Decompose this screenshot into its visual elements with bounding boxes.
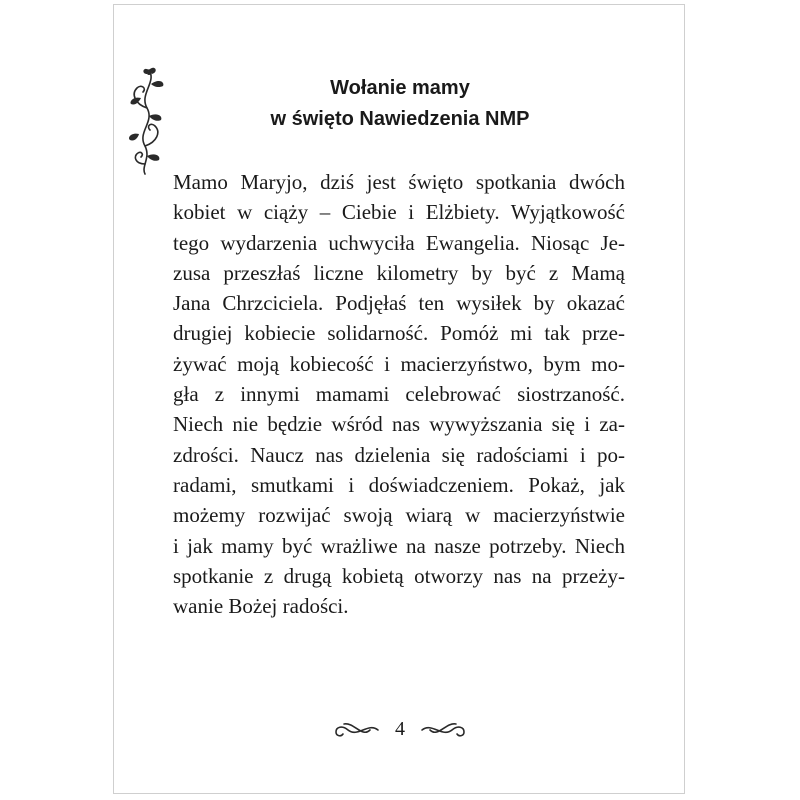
text-line: spotkanie z drugą kobietą otworzy nas na przeży- <box>173 563 625 588</box>
prayer-text <box>173 167 625 621</box>
text-line: Niech nie będzie wśród nas wywyższania się i za- <box>173 412 625 437</box>
text-line: wanie Bożej radości. <box>173 594 349 619</box>
text-line: żywać moją kobiecość i macierzyństwo, bym mo- <box>173 351 625 376</box>
flourish-left-icon <box>330 718 380 742</box>
page-title <box>175 73 625 135</box>
text-line: zdrości. Naucz nas dzielenia się radościami i po- <box>173 442 625 467</box>
text-line: Jana Chrzciciela. Podjęłaś ten wysiłek by okazać <box>173 291 625 316</box>
text-line: radami, smutkami i doświadczeniem. Pokaż, jak <box>173 472 625 497</box>
text-line: kobiet w ciąży – Ciebie i Elżbiety. Wyjątkowość <box>173 200 625 225</box>
text-line: i jak mamy być wrażliwe na nasze potrzeby. Niech <box>173 533 625 558</box>
text-line: Mamo Maryjo, dziś jest święto spotkania dwóch <box>173 170 625 194</box>
text-line: tego wydarzenia uchwyciła Ewangelia. Niosąc Je- <box>173 230 625 255</box>
text-line: drugiej kobiecie solidarność. Pomóż mi tak prze- <box>173 321 625 346</box>
text-line: możemy rozwijać swoją wiarą w macierzyństwie <box>173 503 625 528</box>
floral-vine-icon <box>127 64 167 176</box>
title-line-2: w święto Nawiedzenia NMP <box>270 108 530 130</box>
text-line: zusa przeszłaś liczne kilometry by być z Mamą <box>173 260 625 285</box>
page-number: 4 <box>395 718 405 740</box>
flourish-right-icon <box>420 718 470 742</box>
title-line-1: Wołanie mamy <box>330 77 470 99</box>
page-footer <box>330 714 470 746</box>
text-line: gła z innymi mamami celebrować siostrzaność. <box>173 382 625 407</box>
